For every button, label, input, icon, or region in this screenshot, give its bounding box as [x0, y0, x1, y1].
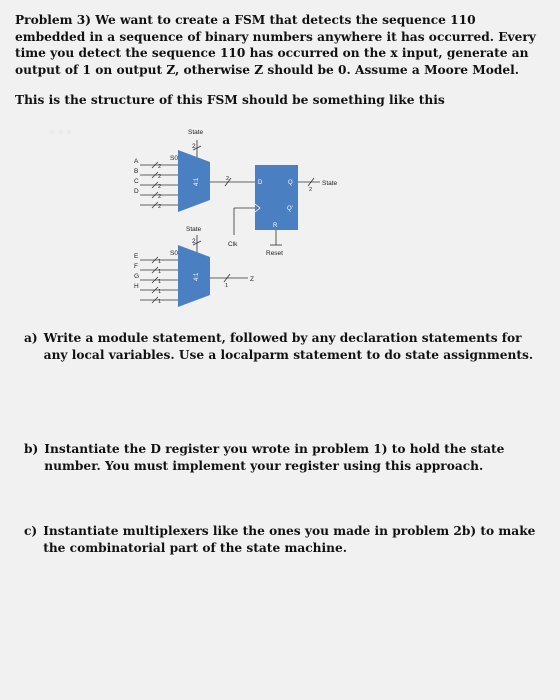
question-a-letter: a)	[24, 331, 38, 345]
q-out-label: State	[322, 180, 338, 187]
reg-q-label: Q	[288, 180, 293, 186]
reset-label: Reset	[266, 250, 283, 257]
width-bottom-3: 1	[158, 289, 162, 295]
top-select-label: S0	[170, 155, 178, 162]
reg-d-label: D	[258, 180, 263, 186]
input-b: B	[134, 168, 139, 175]
width-e: 2	[158, 204, 162, 210]
z-label: Z	[250, 276, 254, 283]
input-a: A	[134, 158, 139, 165]
width-a: 2	[158, 164, 162, 170]
question-c	[24, 523, 544, 556]
input-h: H	[134, 283, 139, 290]
question-b-letter: b)	[24, 442, 39, 456]
z-width: 1	[225, 283, 229, 289]
width-bottom-0: 1	[158, 259, 162, 265]
structure-line: This is the structure of this FSM should be something like this	[15, 93, 445, 107]
input-f: F	[134, 263, 138, 270]
problem-text: We want to create a FSM that detects the sequence 110 embedded in a sequence of binary numbers anywhere it has occurred. Every time you detect the sequence 110 has occurred on the x input, generate an output of 1 on output Z, otherwise Z should be 0. Assume a Moore Model.	[15, 13, 536, 77]
question-c-letter: c)	[24, 524, 38, 538]
problem-statement	[15, 12, 545, 78]
reg-qbar-label: Q'	[287, 206, 293, 212]
input-c: C	[134, 178, 139, 185]
blurred-background-text: · · ·	[50, 125, 71, 139]
width-bottom-4: 1	[158, 299, 162, 305]
input-g: G	[134, 273, 140, 280]
width-d: 2	[158, 194, 162, 200]
width-b: 2	[158, 174, 162, 180]
question-b	[24, 441, 554, 474]
input-d: D	[134, 188, 139, 195]
width-bottom-2: 1	[158, 279, 162, 285]
bottom-select-label: S0	[170, 250, 178, 257]
input-e: E	[134, 253, 139, 260]
d-register	[255, 165, 298, 230]
mux-top-label: 4:1	[194, 177, 200, 186]
clk-label: Clk	[228, 241, 238, 248]
width-c: 2	[158, 184, 162, 190]
mux-bottom-label: 4:1	[194, 272, 200, 281]
question-a	[24, 330, 544, 363]
question-a-text: Write a module statement, followed by any declaration statements for any local variables. Use a localparm statement to do state assignments.	[43, 331, 534, 362]
reg-r-label: R	[273, 223, 278, 229]
d-width: 2	[226, 176, 230, 182]
top-state-label: State	[188, 129, 204, 136]
question-b-text: Instantiate the D register you wrote in problem 1) to hold the state number. You must implement your register using this approach.	[44, 442, 505, 473]
width-bottom-1: 1	[158, 269, 162, 275]
question-c-text: Instantiate multiplexers like the ones you made in problem 2b) to make the combinatorial part of the state machine.	[43, 524, 536, 555]
top-state-width: 2	[192, 143, 196, 150]
fsm-structure-diagram	[100, 120, 370, 320]
bottom-state-label: State	[186, 226, 202, 233]
bottom-state-width: 2	[192, 238, 196, 245]
problem-label: Problem 3)	[15, 13, 92, 27]
q-width: 2	[309, 187, 313, 193]
